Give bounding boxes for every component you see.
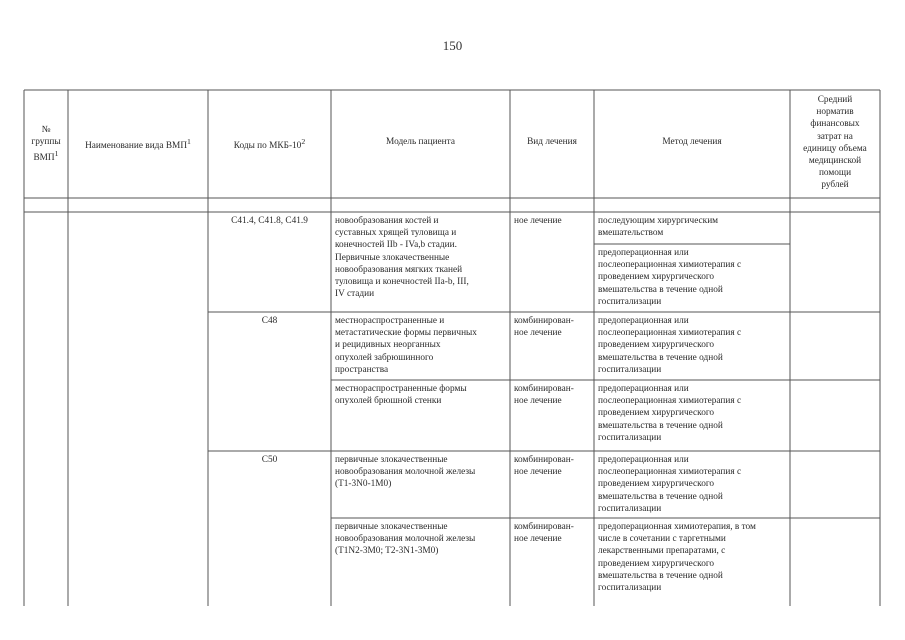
table-cell-type: комбинирован- ное лечение: [514, 384, 574, 407]
header-avg-cost: Средний норматив финансовых затрат на единицу объема медицинской помощи рублей: [803, 95, 867, 191]
table-cell-codes: C41.4, C41.8, C41.9: [231, 216, 308, 226]
header-group-no: № группы ВМП$^1$: [31, 125, 61, 164]
header-icd-codes: Коды по МКБ-$10^2$: [233, 137, 306, 152]
table-cell-type: ное лечение: [514, 216, 562, 226]
header-treatment-method: Метод лечения: [662, 137, 722, 147]
table-cell-model: первичные злокачественные новообразования молочной железы (T1N2-3M0; T2-3N1-3M0): [335, 522, 476, 557]
table-cell-type: комбинирован- ное лечение: [514, 522, 574, 545]
header-treatment-type: Вид лечения: [527, 137, 577, 147]
table-cell-method: предоперационная или послеоперационная химиотерапия с проведением хирургического вмешательства в течение одной госпитализации: [598, 384, 742, 443]
table-cell-method: предоперационная или послеоперационная химиотерапия с проведением хирургического вмешательства в течение одной госпитализации: [598, 248, 742, 307]
table-cell-codes: C50: [261, 455, 278, 465]
table-cell-type: комбинирован- ное лечение: [514, 316, 574, 339]
table-cell-model: местнораспространенные и метастатические формы первичных и рецидивных неорганных опухолей забрюшинного пространства: [335, 316, 477, 375]
table-cell-method: предоперационная или послеоперационная химиотерапия с проведением хирургического вмешательства в течение одной госпитализации: [598, 316, 742, 375]
table-cell-type: комбинирован- ное лечение: [514, 455, 574, 478]
table-cell-method: предоперационная или послеоперационная химиотерапия с проведением хирургического вмешательства в течение одной госпитализации: [598, 455, 742, 514]
table-cell-model: первичные злокачественные новообразования молочной железы (T1-3N0-1M0): [335, 455, 476, 490]
header-patient-model: Модель пациента: [386, 137, 455, 147]
page-number: 150: [442, 38, 463, 53]
table-cell-codes: C48: [261, 316, 278, 326]
header-vmp-name: Наименование вида ВМП$^1$: [85, 137, 191, 152]
table-cell-model: местнораспространенные формы опухолей брюшной стенки: [335, 384, 467, 407]
table-cell-method: предоперационная химиотерапия, в том числе в сочетании с таргетными лекарственными препаратами, с проведением хирургического вмешательства в течение одной госпитализации: [598, 522, 756, 594]
table-cell-model: новообразования костей и суставных хрящей туловища и конечностей IIb - IVa,b стадии. Первичные злокачественные новообразования мягких тканей туловища и конечностей IIa-b, III, IV стадии: [335, 216, 469, 300]
table-cell-method: последующим хирургическим вмешательством: [598, 216, 719, 239]
